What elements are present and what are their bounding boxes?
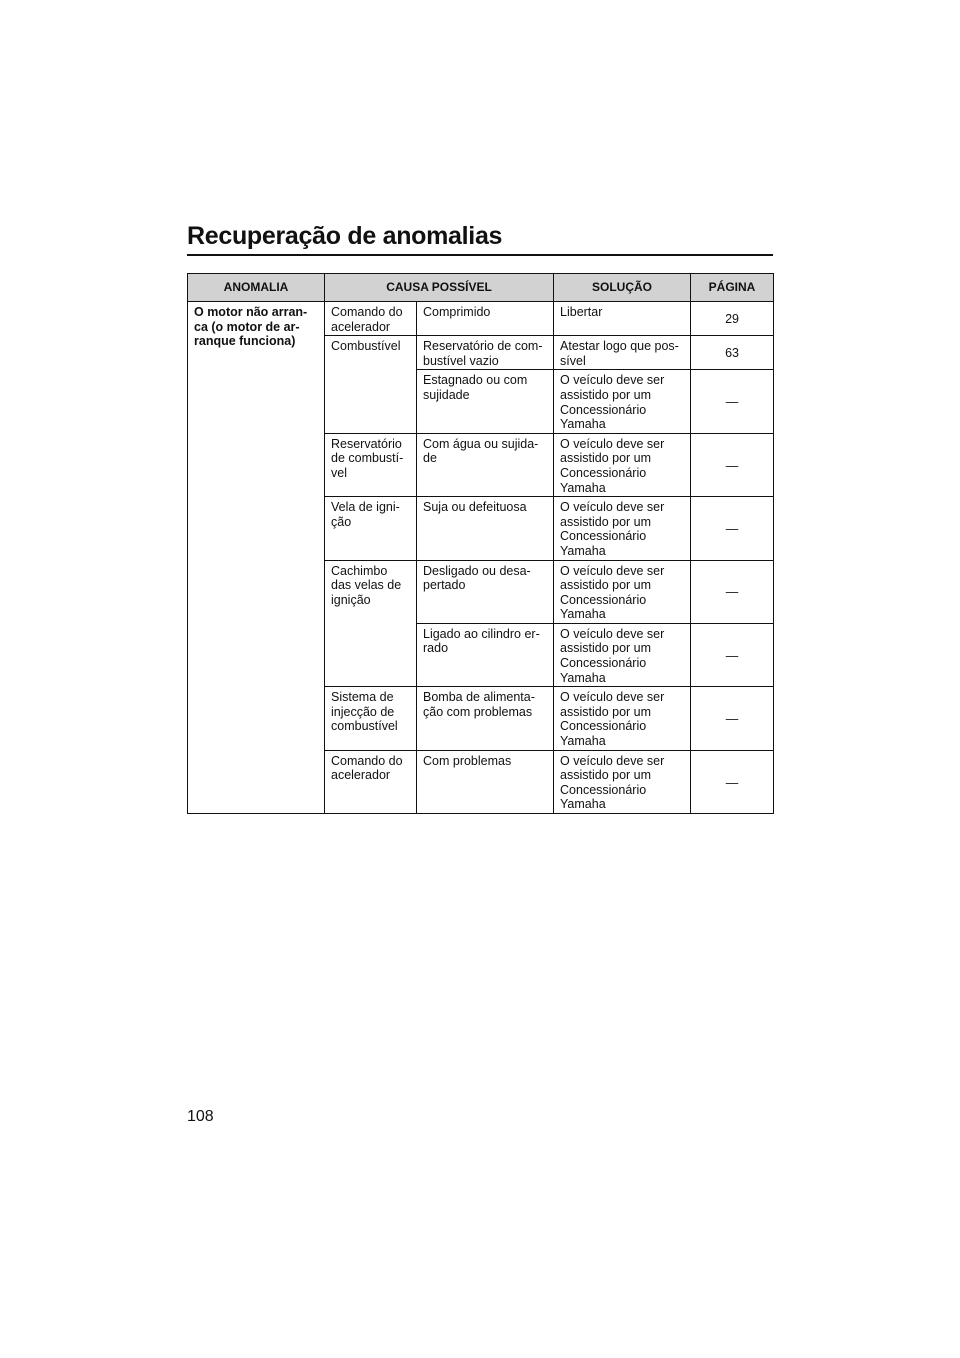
page-cell: — — [691, 370, 774, 433]
system-cell: Vela de igni- ção — [325, 497, 417, 560]
system-cell: Cachimbo das velas de ignição — [325, 560, 417, 687]
page-number: 108 — [187, 1108, 214, 1125]
page-cell: — — [691, 497, 774, 560]
page-cell: — — [691, 623, 774, 686]
system-cell: Combustível — [325, 336, 417, 434]
page-cell: — — [691, 750, 774, 813]
system-cell: Comando do acelerador — [325, 750, 417, 813]
cause-cell: Ligado ao cilindro er- rado — [417, 623, 554, 686]
solution-cell: O veículo deve ser assistido por um Concessionário Yamaha — [554, 750, 691, 813]
page-cell: — — [691, 433, 774, 496]
solution-cell: O veículo deve ser assistido por um Concessionário Yamaha — [554, 433, 691, 496]
header-solucao: SOLUÇÃO — [554, 274, 691, 302]
cause-cell: Estagnado ou com sujidade — [417, 370, 554, 433]
solution-cell: O veículo deve ser assistido por um Concessionário Yamaha — [554, 560, 691, 623]
solution-cell: O veículo deve ser assistido por um Concessionário Yamaha — [554, 370, 691, 433]
header-causa: CAUSA POSSÍVEL — [325, 274, 554, 302]
page-cell: — — [691, 687, 774, 750]
table-header-row — [188, 274, 774, 302]
page-cell: 29 — [691, 302, 774, 336]
system-cell: Reservatório de combustí- vel — [325, 433, 417, 496]
page-cell: — — [691, 560, 774, 623]
troubleshooting-table — [187, 273, 774, 814]
cause-cell: Com problemas — [417, 750, 554, 813]
solution-cell: O veículo deve ser assistido por um Concessionário Yamaha — [554, 497, 691, 560]
solution-cell: Libertar — [554, 302, 691, 336]
cause-cell: Bomba de alimenta- ção com problemas — [417, 687, 554, 750]
solution-cell: O veículo deve ser assistido por um Concessionário Yamaha — [554, 687, 691, 750]
header-pagina: PÁGINA — [691, 274, 774, 302]
cause-cell: Reservatório de com- bustível vazio — [417, 336, 554, 370]
cause-cell: Com água ou sujida- de — [417, 433, 554, 496]
system-cell: Comando do acelerador — [325, 302, 417, 336]
anomaly-cell: O motor não arran- ca (o motor de ar- ranque funciona) — [188, 302, 325, 814]
table-row — [188, 302, 774, 336]
cause-cell: Desligado ou desa- pertado — [417, 560, 554, 623]
system-cell: Sistema de injecção de combustível — [325, 687, 417, 750]
cause-cell: Comprimido — [417, 302, 554, 336]
page-cell: 63 — [691, 336, 774, 370]
header-anomalia: ANOMALIA — [188, 274, 325, 302]
title-divider — [187, 254, 773, 256]
page-title: Recuperação de anomalias — [187, 222, 503, 250]
solution-cell: Atestar logo que pos- sível — [554, 336, 691, 370]
cause-cell: Suja ou defeituosa — [417, 497, 554, 560]
solution-cell: O veículo deve ser assistido por um Concessionário Yamaha — [554, 623, 691, 686]
